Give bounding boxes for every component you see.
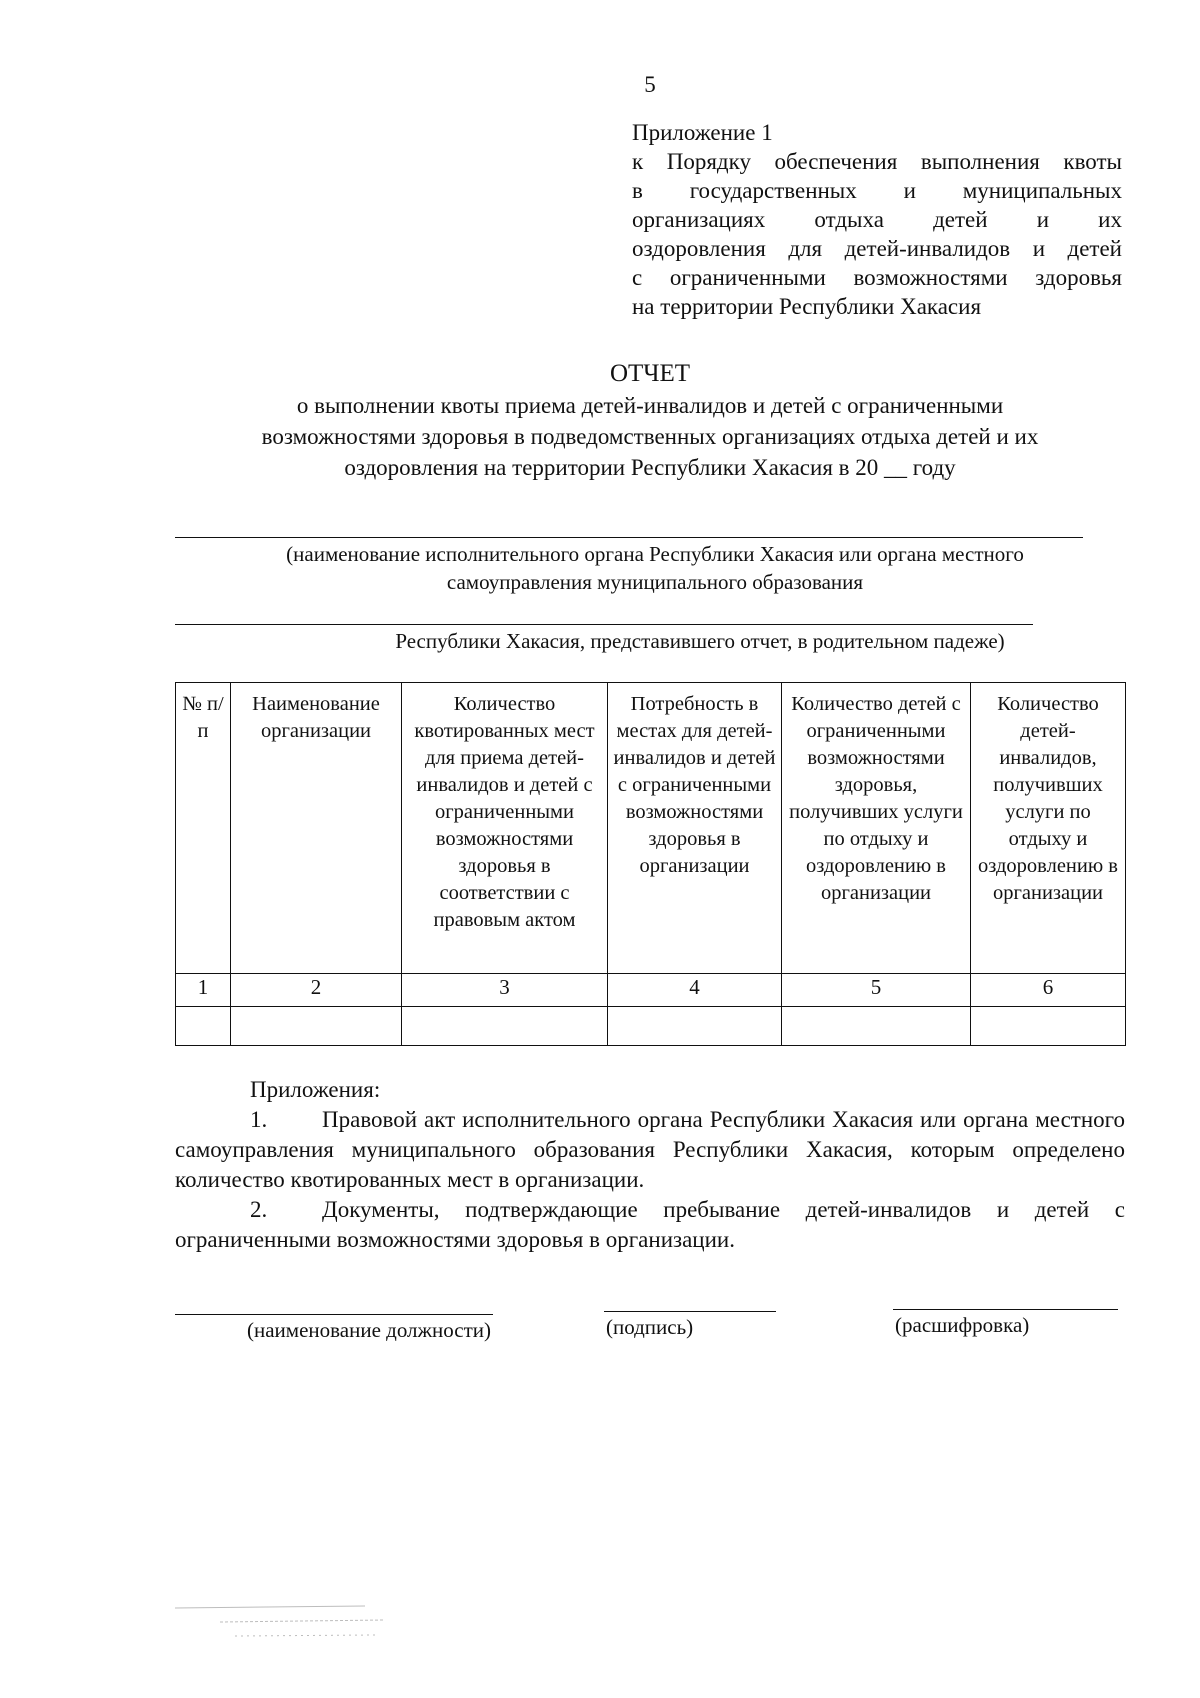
signature-label: (подпись) xyxy=(606,1315,694,1339)
attachment-item-2 xyxy=(175,1195,1125,1255)
attachment-text: Документы, подтверждающие пребывание детей-инвалидов и детей с ограниченными возможностями здоровья в организации. xyxy=(175,1197,1125,1252)
authority-caption-1: (наименование исполнительного органа Республики Хакасия или органа местного xyxy=(286,542,1024,566)
column-number: 2 xyxy=(231,974,402,1007)
attachment-number: 1. xyxy=(250,1107,268,1132)
table-cell xyxy=(176,1007,231,1046)
column-number: 6 xyxy=(971,974,1126,1007)
column-number: 3 xyxy=(402,974,608,1007)
appendix-line: в государственных и муниципальных xyxy=(632,178,1122,203)
authority-blank-line-2 xyxy=(175,624,1033,625)
appendix-line: к Порядку обеспечения выполнения квоты xyxy=(632,149,1122,174)
attachments-heading: Приложения: xyxy=(250,1077,381,1102)
table-cell xyxy=(402,1007,608,1046)
appendix-line: с ограниченными возможностями здоровья xyxy=(632,265,1122,290)
table-row xyxy=(176,1007,1126,1046)
table-numbering-row xyxy=(176,974,1126,1007)
attachment-number: 2. xyxy=(250,1197,268,1222)
table-cell xyxy=(971,1007,1126,1046)
attachment-item-1 xyxy=(175,1105,1125,1195)
authority-caption-2: самоуправления муниципального образования xyxy=(446,570,864,594)
position-label: (наименование должности) xyxy=(247,1318,492,1342)
appendix-line: Приложение 1 xyxy=(632,120,773,145)
authority-blank-line-1 xyxy=(175,537,1083,538)
report-subtitle xyxy=(190,390,1110,483)
subtitle-line: возможностями здоровья в подведомственных организациях отдыха детей и их xyxy=(261,424,1039,449)
quota-report-table xyxy=(175,682,1126,1046)
attachment-text: Правовой акт исполнительного органа Республики Хакасия или органа местного самоуправления муниципального образования Республики Хакасия, которым определено количество квотированных мест в организации. xyxy=(175,1107,1125,1192)
authority-caption-3: Республики Хакасия, представившего отчет, в родительном падеже) xyxy=(395,629,1005,653)
header-number: № п/п xyxy=(176,683,231,974)
header-quota-places: Количество квотированных мест для приема детей-инвалидов и детей с ограниченными возможностями здоровья в соответствии с правовым актом xyxy=(402,683,608,974)
column-number: 4 xyxy=(608,974,782,1007)
attachments-section xyxy=(175,1075,1125,1255)
column-number: 5 xyxy=(782,974,971,1007)
appendix-line: организациях отдыха детей и их xyxy=(632,207,1122,232)
table-header-row xyxy=(176,683,1126,974)
decode-label: (расшифровка) xyxy=(895,1313,1030,1337)
column-number: 1 xyxy=(176,974,231,1007)
page-number: 5 xyxy=(644,72,656,97)
appendix-line: оздоровления для детей-инвалидов и детей xyxy=(632,236,1122,261)
position-signature-line xyxy=(175,1314,493,1315)
report-title: ОТЧЕТ xyxy=(609,360,691,387)
appendix-line: на территории Республики Хакасия xyxy=(632,294,982,319)
header-children-disabled: Количество детей-инвалидов, получивших услуги по отдыху и оздоровлению в организации xyxy=(971,683,1126,974)
subtitle-line: оздоровления на территории Республики Хакасия в 20 __ году xyxy=(344,455,956,480)
decode-signature-line xyxy=(893,1309,1118,1310)
signature-line xyxy=(604,1311,776,1312)
table-cell xyxy=(231,1007,402,1046)
table-cell xyxy=(608,1007,782,1046)
header-children-hlc: Количество детей с ограниченными возможностями здоровья, получивших услуги по отдыху и оздоровлению в организации xyxy=(782,683,971,974)
table-cell xyxy=(782,1007,971,1046)
appendix-header xyxy=(632,118,1122,321)
subtitle-line: о выполнении квоты приема детей-инвалидов и детей с ограниченными xyxy=(296,393,1004,418)
scan-artifact-mark xyxy=(175,1600,395,1650)
header-organization: Наименование организации xyxy=(231,683,402,974)
header-need-places: Потребность в местах для детей-инвалидов и детей с ограниченными возможностями здоровья в организации xyxy=(608,683,782,974)
